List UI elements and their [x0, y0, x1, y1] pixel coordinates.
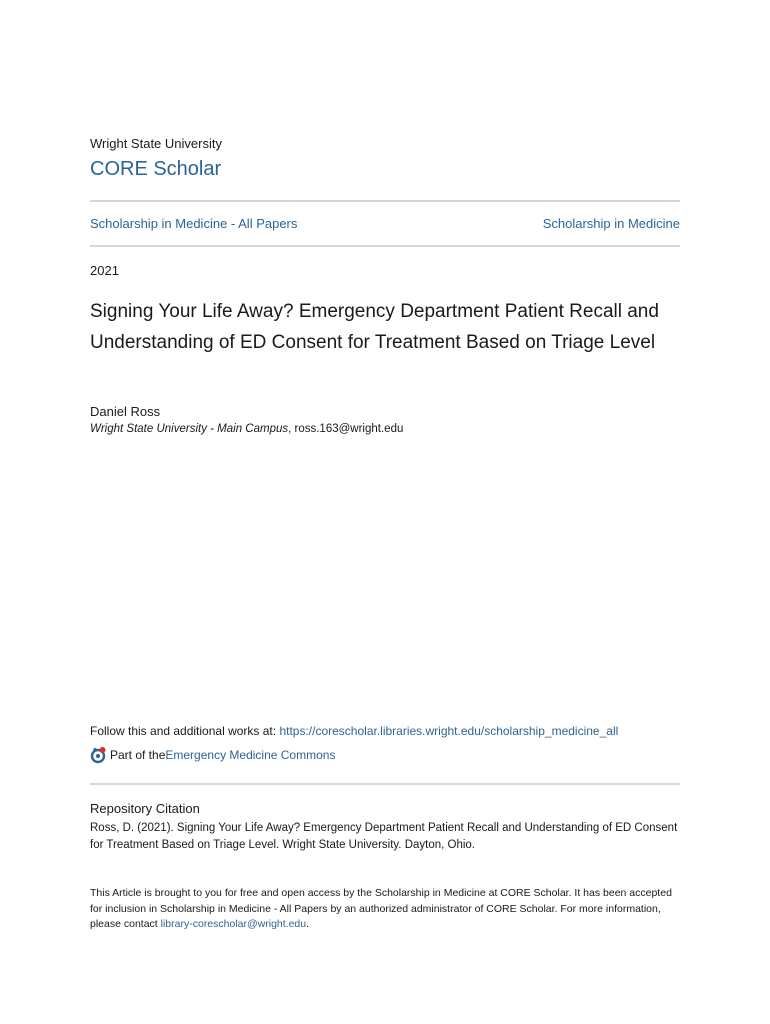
part-of-prefix: Part of the	[110, 748, 166, 762]
collection-url-link[interactable]: https://corescholar.libraries.wright.edu/scholarship_medicine_all	[279, 724, 619, 738]
divider-top	[90, 200, 680, 202]
follow-prefix: Follow this and additional works at:	[90, 724, 280, 738]
affiliation-name: Wright State University - Main Campus	[90, 423, 289, 435]
article-title: Signing Your Life Away? Emergency Department Patient Recall and Understanding of ED Consent for Treatment Based on Triage Level	[90, 301, 659, 353]
access-notice	[90, 886, 680, 933]
institution-name: Wright State University	[90, 136, 222, 151]
divider-bottom	[90, 783, 680, 785]
citation-heading: Repository Citation	[90, 801, 200, 816]
parent-collection-link[interactable]: Scholarship in Medicine	[542, 216, 680, 231]
notice-suffix: .	[306, 918, 310, 930]
author-email: , ross.163@wright.edu	[288, 423, 404, 435]
part-of-line	[90, 746, 335, 764]
author-name: Daniel Ross	[90, 404, 161, 419]
follow-line	[90, 724, 618, 738]
notice-text: This Article is brought to you for free and open access by the Scholarship in Medicine at CORE Scholar. It has been accepted for inclusion in Scholarship in Medicine - All Papers by an authorized administrator of CORE Scholar. For more information, please contact	[90, 887, 672, 930]
cover-page	[90, 0, 680, 1024]
contact-email-link[interactable]: library-corescholar@wright.edu	[160, 918, 307, 930]
commons-link[interactable]: Emergency Medicine Commons	[165, 748, 336, 762]
publication-year: 2021	[90, 263, 119, 278]
repository-link[interactable]: CORE Scholar	[90, 158, 222, 180]
author-affiliation	[90, 423, 403, 435]
network-commons-icon	[90, 746, 108, 764]
divider-breadcrumb	[90, 245, 680, 247]
collection-link[interactable]: Scholarship in Medicine - All Papers	[90, 216, 298, 231]
citation-text: Ross, D. (2021). Signing Your Life Away? Emergency Department Patient Recall and Understanding of ED Consent for Treatment Based on Triage Level. Wright State University. Dayton, Ohio.	[90, 822, 678, 851]
